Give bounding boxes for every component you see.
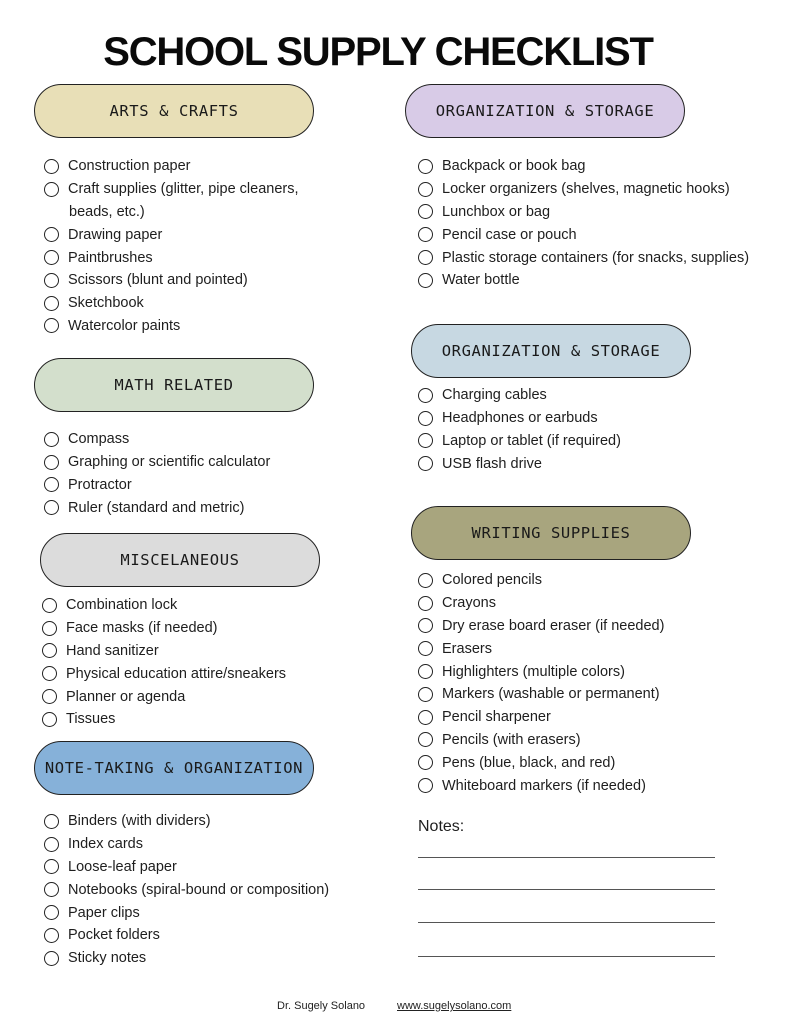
item-label: Lunchbox or bag <box>442 203 551 220</box>
checklist-item <box>44 292 299 315</box>
checkbox-circle[interactable] <box>418 227 433 242</box>
checkbox-circle[interactable] <box>418 250 433 265</box>
checkbox-circle[interactable] <box>44 882 59 897</box>
item-label: Compass <box>68 431 130 448</box>
item-label: Watercolor paints <box>68 317 181 334</box>
item-label: Plastic storage containers (for snacks, supplies) <box>442 249 750 266</box>
notes-label: Notes: <box>418 818 465 835</box>
checkbox-circle[interactable] <box>42 689 57 704</box>
checklist-item <box>418 706 664 729</box>
section-heading-writing-supplies: WRITING SUPPLIES <box>411 506 691 560</box>
item-label: Pencil case or pouch <box>442 226 577 243</box>
checklist-item <box>418 592 664 615</box>
footer-website-link[interactable]: www.sugelysolano.com <box>397 1000 512 1012</box>
checklist-item <box>42 708 286 731</box>
checklist-item <box>44 451 270 474</box>
checklist-misc <box>42 594 286 731</box>
item-label: USB flash drive <box>442 455 542 472</box>
checklist-item <box>418 201 749 224</box>
checklist-item <box>44 901 329 924</box>
item-label: Water bottle <box>442 272 520 289</box>
checkbox-circle[interactable] <box>418 641 433 656</box>
checkbox-circle[interactable] <box>42 621 57 636</box>
item-label: Erasers <box>442 640 492 657</box>
item-label: Tissues <box>66 711 116 728</box>
checklist-item <box>418 246 749 269</box>
checkbox-circle[interactable] <box>42 712 57 727</box>
item-label: Binders (with dividers) <box>68 813 211 830</box>
checklist-item <box>418 774 664 797</box>
checkbox-circle[interactable] <box>418 778 433 793</box>
checklist-item <box>418 683 664 706</box>
checkbox-circle[interactable] <box>418 710 433 725</box>
checklist-item <box>42 617 286 640</box>
item-label: Physical education attire/sneakers <box>66 665 287 682</box>
item-label: beads, etc.) <box>69 203 145 220</box>
checklist-item <box>44 878 329 901</box>
section-heading-organization-storage: ORGANIZATION & STORAGE <box>405 84 685 138</box>
checkbox-circle[interactable] <box>418 755 433 770</box>
checkbox-circle[interactable] <box>418 433 433 448</box>
checklist-item <box>418 729 664 752</box>
checklist-item <box>418 155 749 178</box>
item-label: Backpack or book bag <box>442 158 586 175</box>
checklist-item <box>44 428 270 451</box>
checklist-item <box>44 924 329 947</box>
item-label: Crayons <box>442 595 496 612</box>
item-label: Craft supplies (glitter, pipe cleaners, <box>68 181 299 198</box>
item-label: Construction paper <box>68 158 191 175</box>
section-heading-misc: MISCELANEOUS <box>40 533 320 587</box>
section-heading-note-taking: NOTE-TAKING & ORGANIZATION <box>34 741 314 795</box>
checkbox-circle[interactable] <box>44 159 59 174</box>
checklist-organization-storage <box>418 155 749 292</box>
checklist-item <box>44 223 299 246</box>
checklist-item <box>418 384 621 407</box>
checklist-item <box>418 569 664 592</box>
checkbox-circle[interactable] <box>44 296 59 311</box>
item-label: Pocket folders <box>68 927 160 944</box>
checklist-item <box>418 637 664 660</box>
checkbox-circle[interactable] <box>418 687 433 702</box>
notes-line[interactable] <box>418 857 715 858</box>
item-label: Drawing paper <box>68 226 163 243</box>
checkbox-circle[interactable] <box>418 204 433 219</box>
item-label: Ruler (standard and metric) <box>68 499 245 516</box>
checkbox-circle[interactable] <box>44 859 59 874</box>
item-label: Protractor <box>68 476 132 493</box>
item-label: Notebooks (spiral-bound or composition) <box>68 881 330 898</box>
item-label: Colored pencils <box>442 572 542 589</box>
checklist-item <box>418 407 621 430</box>
checklist-item <box>44 474 270 497</box>
checklist-item <box>44 856 329 879</box>
checklist-item <box>42 594 286 617</box>
section-heading-math: MATH RELATED <box>34 358 314 412</box>
item-label: Planner or agenda <box>66 688 186 705</box>
checklist-item <box>418 615 664 638</box>
item-label: Scissors (blunt and pointed) <box>68 272 248 289</box>
checkbox-circle[interactable] <box>418 182 433 197</box>
checklist-item <box>44 810 329 833</box>
checklist-item <box>42 685 286 708</box>
page-title: SCHOOL SUPPLY CHECKLIST <box>103 30 653 74</box>
item-label: Charging cables <box>442 387 547 404</box>
checkbox-circle[interactable] <box>44 951 59 966</box>
item-label: Paintbrushes <box>68 249 153 266</box>
checkbox-circle[interactable] <box>44 432 59 447</box>
footer-author: Dr. Sugely Solano <box>277 1000 366 1012</box>
checkbox-circle[interactable] <box>44 318 59 333</box>
checklist-item <box>418 751 664 774</box>
checkbox-circle[interactable] <box>44 227 59 242</box>
item-label: Loose-leaf paper <box>68 858 177 875</box>
checklist-item <box>44 315 299 338</box>
checkbox-circle[interactable] <box>418 732 433 747</box>
notes-line[interactable] <box>418 889 715 890</box>
checkbox-circle[interactable] <box>418 159 433 174</box>
checkbox-circle[interactable] <box>44 455 59 470</box>
item-label: Sketchbook <box>68 295 144 312</box>
checklist-item <box>42 640 286 663</box>
checklist-item <box>418 223 749 246</box>
item-label: Hand sanitizer <box>66 642 159 659</box>
checkbox-circle[interactable] <box>44 500 59 515</box>
item-label: Headphones or earbuds <box>442 410 598 427</box>
checklist-item <box>418 269 749 292</box>
checkbox-circle[interactable] <box>418 456 433 471</box>
checklist-item <box>418 452 621 475</box>
checkbox-circle[interactable] <box>42 666 57 681</box>
checkbox-circle[interactable] <box>42 643 57 658</box>
checklist-item <box>44 269 299 292</box>
checklist-item <box>44 496 270 519</box>
checkbox-circle[interactable] <box>418 596 433 611</box>
checklist-item <box>44 201 299 224</box>
item-label: Paper clips <box>68 904 140 921</box>
checklist-arts-crafts <box>44 155 299 337</box>
item-label: Pencils (with erasers) <box>442 731 581 748</box>
section-heading-arts-crafts: ARTS & CRAFTS <box>34 84 314 138</box>
checkbox-circle[interactable] <box>42 598 57 613</box>
checkbox-circle[interactable] <box>418 664 433 679</box>
item-label: Combination lock <box>66 597 178 614</box>
item-label: Highlighters (multiple colors) <box>442 663 625 680</box>
checklist-math <box>44 428 270 519</box>
item-label: Locker organizers (shelves, magnetic hooks) <box>442 181 730 198</box>
checklist-item <box>44 833 329 856</box>
checkbox-circle[interactable] <box>44 182 59 197</box>
item-label: Graphing or scientific calculator <box>68 454 271 471</box>
checkbox-circle[interactable] <box>418 273 433 288</box>
item-label: Face masks (if needed) <box>66 620 218 637</box>
notes-line[interactable] <box>418 956 715 957</box>
item-label: Pencil sharpener <box>442 709 551 726</box>
checklist-item <box>44 178 299 201</box>
checklist-item <box>418 178 749 201</box>
checklist-item <box>418 660 664 683</box>
checkbox-circle[interactable] <box>418 411 433 426</box>
checkbox-circle[interactable] <box>44 814 59 829</box>
checkbox-circle[interactable] <box>44 837 59 852</box>
checklist-item <box>44 246 299 269</box>
checklist-item <box>44 947 329 970</box>
checkbox-circle[interactable] <box>418 388 433 403</box>
checklist-item <box>42 662 286 685</box>
checklist-item <box>44 155 299 178</box>
checkbox-circle[interactable] <box>44 273 59 288</box>
item-label: Sticky notes <box>68 950 147 967</box>
checklist-tech <box>418 384 621 475</box>
checkbox-circle[interactable] <box>44 928 59 943</box>
checkbox-circle[interactable] <box>44 250 59 265</box>
item-label: Whiteboard markers (if needed) <box>442 777 646 794</box>
item-label: Index cards <box>68 836 143 853</box>
checklist-note-taking <box>44 810 329 970</box>
checkbox-circle[interactable] <box>418 573 433 588</box>
notes-line[interactable] <box>418 922 715 923</box>
checkbox-circle[interactable] <box>418 618 433 633</box>
item-label: Pens (blue, black, and red) <box>442 754 616 771</box>
item-label: Laptop or tablet (if required) <box>442 432 621 449</box>
checklist-writing-supplies <box>418 569 664 797</box>
item-label: Dry erase board eraser (if needed) <box>442 617 665 634</box>
checklist-item <box>418 430 621 453</box>
section-heading-tech: ORGANIZATION & STORAGE <box>411 324 691 378</box>
checkbox-circle[interactable] <box>44 477 59 492</box>
item-label: Markers (washable or permanent) <box>442 686 660 703</box>
checkbox-circle[interactable] <box>44 905 59 920</box>
